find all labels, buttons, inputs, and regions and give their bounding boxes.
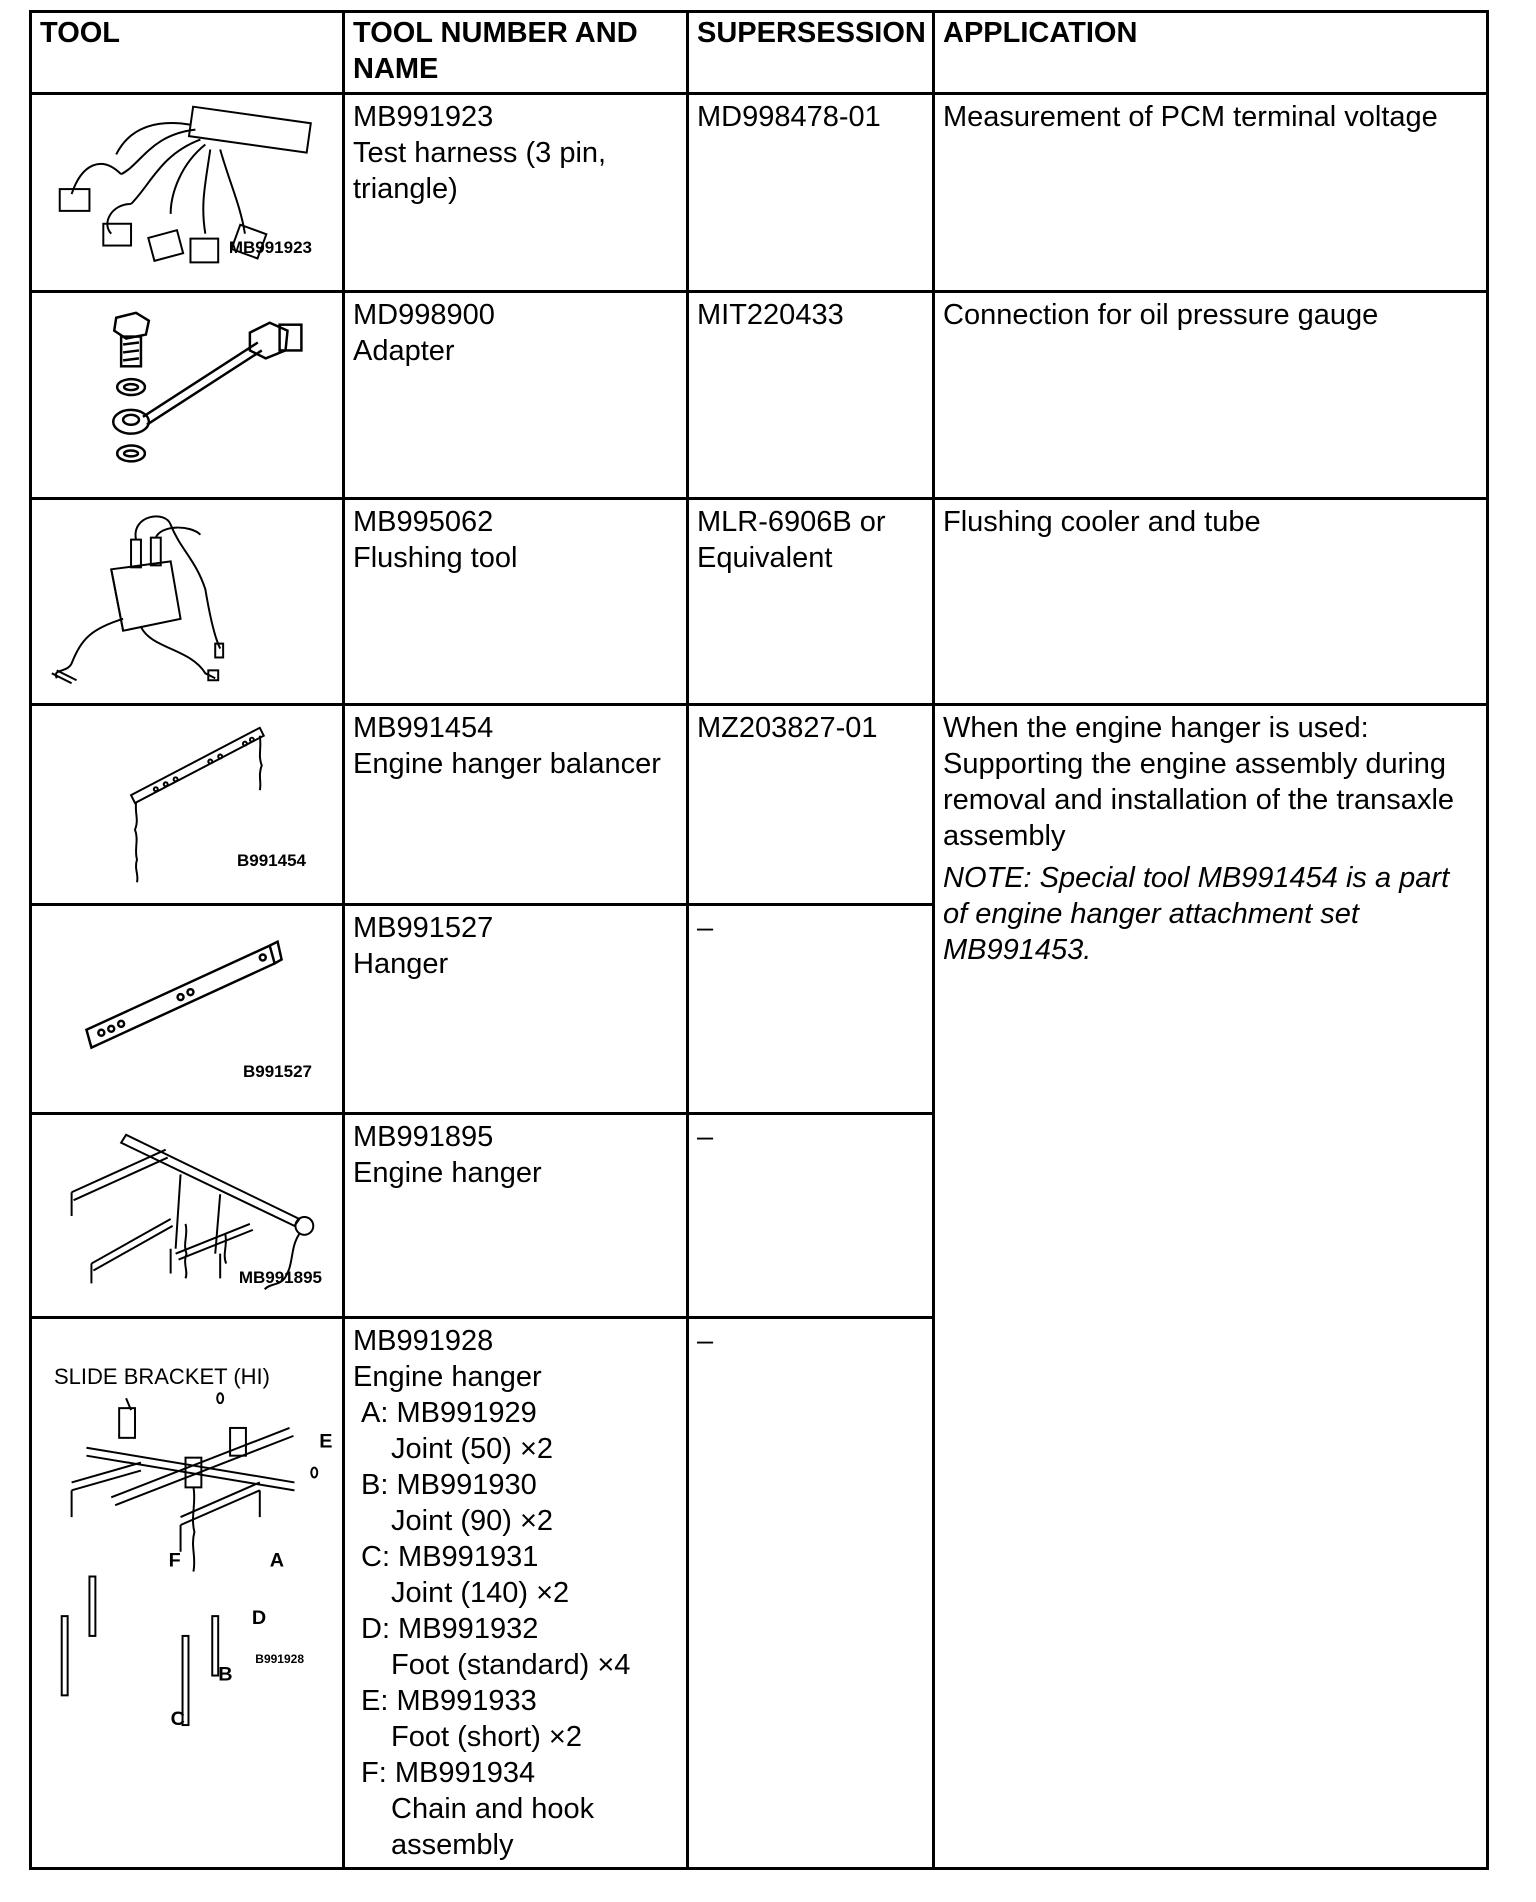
tool-image-label: MB991923 (228, 238, 312, 258)
application-cell: Connection for oil pressure gauge (934, 292, 1488, 499)
tool-name: Flushing tool (353, 542, 518, 575)
tool-image-label: B991454 (236, 851, 306, 871)
callout-D: D (251, 1607, 267, 1630)
callout-A: A (269, 1549, 284, 1572)
header-tool: TOOL (31, 12, 344, 94)
tool-number: MB995062 (353, 506, 494, 539)
tool-name: Hanger (353, 948, 449, 981)
callout-E: E (319, 1431, 333, 1454)
part-desc: Joint (50) ×2 (391, 1433, 554, 1466)
tool-name: Test harness (3 pin, triangle) (353, 137, 615, 205)
special-tools-table (29, 10, 1489, 1870)
part-code: B: MB991930 (361, 1469, 537, 1502)
tool-image-cell (31, 1114, 344, 1318)
callout-F: F (168, 1549, 181, 1572)
tool-name: Engine hanger (353, 1361, 542, 1394)
supersession-cell: MIT220433 (688, 292, 934, 499)
part-code: E: MB991933 (361, 1685, 537, 1718)
application-cell: Flushing cooler and tube (934, 499, 1488, 705)
application-note: NOTE: Special tool MB991454 is a part of engine hanger attachment set MB991453. (943, 862, 1450, 967)
tool-image-cell (31, 1318, 344, 1869)
tool-number: MB991923 (353, 101, 494, 133)
tool-number-name-cell (344, 705, 688, 905)
adapter-illustration (32, 293, 342, 497)
tool-image-cell (31, 705, 344, 905)
tool-number: MD998900 (353, 299, 495, 332)
supersession-cell: – (688, 905, 934, 1114)
tool-number-name-cell (344, 499, 688, 705)
part-code: A: MB991929 (361, 1397, 537, 1430)
part-desc: Chain and hook assembly (391, 1793, 595, 1862)
image-caption: SLIDE BRACKET (HI) (54, 1364, 270, 1390)
table-row (31, 705, 1488, 905)
part-code: D: MB991932 (361, 1613, 539, 1646)
tool-image-label: MB991895 (238, 1268, 322, 1288)
tool-name: Engine hanger balancer (353, 748, 661, 781)
tool-number-name-cell (344, 905, 688, 1114)
tool-image-label: B991527 (242, 1062, 312, 1082)
tool-number: MB991454 (353, 712, 494, 745)
tool-number-name-cell (344, 1318, 688, 1869)
engine-hanger-set-illustration (32, 1319, 342, 1859)
callout-C: C (170, 1708, 185, 1731)
tool-number-name-cell (344, 292, 688, 499)
part-desc: Foot (short) ×2 (391, 1721, 582, 1754)
supersession-cell: MZ203827-01 (688, 705, 934, 905)
table-row (31, 292, 1488, 499)
header-number-name: TOOL NUMBER AND NAME (344, 12, 688, 94)
tool-number: MB991527 (353, 912, 494, 945)
supersession-cell: MD998478-01 (688, 94, 934, 292)
header-supersession: SUPERSESSION (688, 12, 934, 94)
tool-number: MB991928 (353, 1325, 494, 1358)
flushing-tool-illustration (32, 500, 342, 703)
supersession-cell: – (688, 1318, 934, 1869)
part-code: C: MB991931 (361, 1541, 539, 1574)
tool-image-cell (31, 94, 344, 292)
supersession-cell: MLR-6906B or Equivalent (688, 499, 934, 705)
tool-name: Engine hanger (353, 1157, 542, 1190)
application-cell: Measurement of PCM terminal voltage (934, 94, 1488, 292)
tool-image-cell (31, 292, 344, 499)
application-cell (934, 705, 1488, 1869)
supersession-cell: – (688, 1114, 934, 1318)
part-code: F: MB991934 (361, 1757, 536, 1790)
tool-name: Adapter (353, 335, 455, 368)
application-text: When the engine hanger is used: Supporting the engine assembly during removal and installation of the transaxle assembly (943, 712, 1463, 853)
tool-number-name-cell (344, 94, 688, 292)
header-row (31, 12, 1488, 94)
tool-image-label: B991928 (255, 1652, 304, 1667)
tool-image-cell (31, 905, 344, 1114)
table-row (31, 499, 1488, 705)
part-desc: Joint (90) ×2 (391, 1505, 554, 1538)
tool-image-cell (31, 499, 344, 705)
header-application: APPLICATION (934, 12, 1488, 94)
part-desc: Joint (140) ×2 (391, 1577, 570, 1610)
tool-number: MB991895 (353, 1121, 494, 1154)
tool-number-name-cell (344, 1114, 688, 1318)
table-row (31, 94, 1488, 292)
callout-B: B (218, 1663, 233, 1686)
part-desc: Foot (standard) ×4 (391, 1649, 631, 1682)
